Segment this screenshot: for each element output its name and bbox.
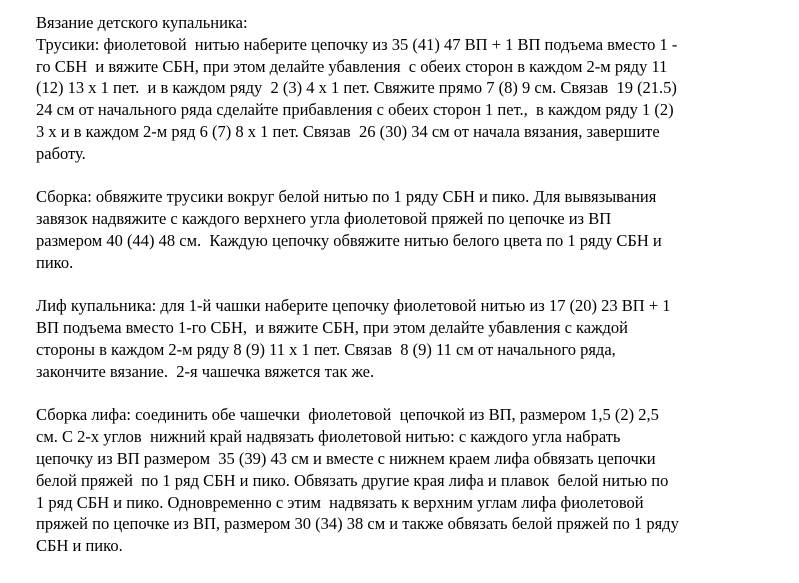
text-line: 1 ряд СБН и пико. Одновременно с этим надвязать к верхним углам лифа фиолетовой: [36, 492, 644, 512]
text-line: 24 см от начального ряда сделайте прибавления с обеих сторон 1 пет., в каждом ряду 1 (2): [36, 100, 674, 120]
text-line: см. С 2-х углов нижний край надвязать фиолетовой нитью: с каждого угла набрать: [36, 427, 621, 447]
text-line: пико.: [36, 252, 74, 272]
text-line: (12) 13 х 1 пет. и в каждом ряду 2 (3) 4 х 1 пет. Свяжите прямо 7 (8) 9 см. Связав 19 (21.5): [36, 78, 677, 98]
text-line: го СБН и вяжите СБН, при этом делайте убавления с обеих сторон в каждом 2-м ряду 11: [36, 56, 668, 76]
text-line: закончите вязание. 2-я чашечка вяжется так же.: [36, 361, 375, 381]
paragraph-sborka: [36, 186, 775, 273]
text-line: работу.: [36, 143, 86, 163]
text-line: белой пряжей по 1 ряд СБН и пико. Обвязать другие края лифа и плавок белой нитью по: [36, 470, 669, 490]
paragraph-sborka-lifa: [36, 404, 775, 557]
text-line: Лиф купальника: для 1-й чашки наберите цепочку фиолетовой нитью из 17 (20) 23 ВП + 1: [36, 296, 671, 316]
text-line: пряжей по цепочке из ВП, размером 30 (34) 38 см и также обвязать белой пряжей по 1 ряду: [36, 514, 679, 534]
text-line: ВП подъема вместо 1-го СБН, и вяжите СБН, при этом делайте убавления с каждой: [36, 318, 629, 338]
text-line: СБН и пико.: [36, 536, 123, 556]
text-line: Трусики: фиолетовой нитью наберите цепочку из 35 (41) 47 ВП + 1 ВП подъема вместо 1 -: [36, 34, 678, 54]
text-line: цепочку из ВП размером 35 (39) 43 см и вместе с нижнем краем лифа обвязать цепочки: [36, 448, 656, 468]
document-title: Вязание детского купальника:: [36, 13, 248, 32]
text-line: 3 х и в каждом 2-м ряд 6 (7) 8 х 1 пет. Связав 26 (30) 34 см от начала вязания, завершите: [36, 121, 660, 141]
text-line: Сборка лифа: соединить обе чашечки фиолетовой цепочкой из ВП, размером 1,5 (2) 2,5: [36, 405, 659, 425]
text-line: завязок надвяжите с каждого верхнего угла фиолетовой пряжей по цепочке из ВП: [36, 209, 612, 229]
text-line: стороны в каждом 2-м ряду 8 (9) 11 х 1 пет. Связав 8 (9) 11 см от начального ряда,: [36, 339, 616, 359]
paragraph-lif-kupalnika: [36, 295, 775, 382]
text-line: Сборка: обвяжите трусики вокруг белой нитью по 1 ряду СБН и пико. Для вывязывания: [36, 187, 657, 207]
paragraph-trusiki: [36, 12, 775, 165]
text-line: размером 40 (44) 48 см. Каждую цепочку обвяжите нитью белого цвета по 1 ряду СБН и: [36, 230, 662, 250]
